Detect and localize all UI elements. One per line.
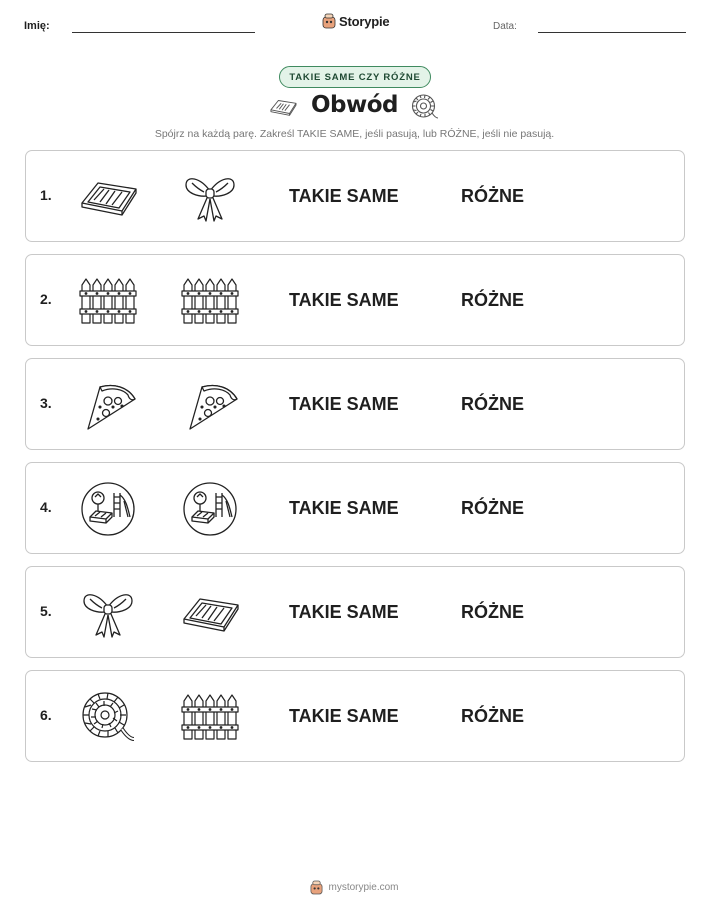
exercise-row (25, 670, 685, 762)
exercise-list (25, 150, 685, 774)
row-number: 1. (40, 187, 52, 203)
exercise-row (25, 150, 685, 242)
name-label: Imię: (24, 20, 50, 32)
option-rozne[interactable]: RÓŻNE (461, 602, 524, 622)
option-rozne[interactable]: RÓŻNE (461, 186, 524, 206)
worksheet-header (0, 0, 709, 40)
footer (0, 880, 709, 895)
row-number: 2. (40, 291, 52, 307)
option-takie-same[interactable]: TAKIE SAME (289, 706, 399, 726)
row-number: 4. (40, 499, 52, 515)
exercise-row (25, 254, 685, 346)
option-takie-same[interactable]: TAKIE SAME (289, 290, 399, 310)
name-line (72, 32, 255, 33)
option-rozne[interactable]: RÓŻNE (461, 290, 524, 310)
row-number: 3. (40, 395, 52, 411)
page-title: Obwód (310, 92, 399, 118)
option-rozne[interactable]: RÓŻNE (461, 706, 524, 726)
bow-icon (180, 169, 240, 225)
fence-icon (180, 689, 240, 745)
pizza-icon (180, 377, 240, 433)
bow-icon (78, 585, 138, 641)
brand-name: Storypie (339, 13, 390, 29)
date-label: Data: (493, 21, 517, 32)
title-row (0, 92, 709, 124)
exercise-row (25, 358, 685, 450)
sandbox-icon (78, 169, 138, 225)
exercise-row (25, 462, 685, 554)
storypie-mascot-icon (322, 13, 336, 29)
playground-icon (180, 481, 240, 537)
pizza-icon (78, 377, 138, 433)
option-rozne[interactable]: RÓŻNE (461, 394, 524, 414)
option-takie-same[interactable]: TAKIE SAME (289, 498, 399, 518)
exercise-row (25, 566, 685, 658)
sandbox-icon (180, 585, 240, 641)
fence-icon (78, 273, 138, 329)
row-number: 5. (40, 603, 52, 619)
instructions: Spójrz na każdą parę. Zakreśl TAKIE SAME, jeśli pasują, lub RÓŻNE, jeśli nie pasują. (154, 128, 555, 140)
fence-icon (180, 273, 240, 329)
row-number: 6. (40, 707, 52, 723)
footer-url: mystorypie.com (328, 882, 399, 893)
option-takie-same[interactable]: TAKIE SAME (289, 394, 399, 414)
option-takie-same[interactable]: TAKIE SAME (289, 602, 399, 622)
playground-icon (78, 481, 138, 537)
brand-logo (322, 13, 389, 29)
option-rozne[interactable]: RÓŻNE (461, 498, 524, 518)
option-takie-same[interactable]: TAKIE SAME (289, 186, 399, 206)
worksheet-badge: TAKIE SAME CZY RÓŻNE (279, 66, 431, 88)
date-line (538, 32, 686, 33)
rope-icon (78, 689, 138, 745)
storypie-mascot-icon (310, 880, 323, 895)
rope-icon (410, 92, 440, 127)
